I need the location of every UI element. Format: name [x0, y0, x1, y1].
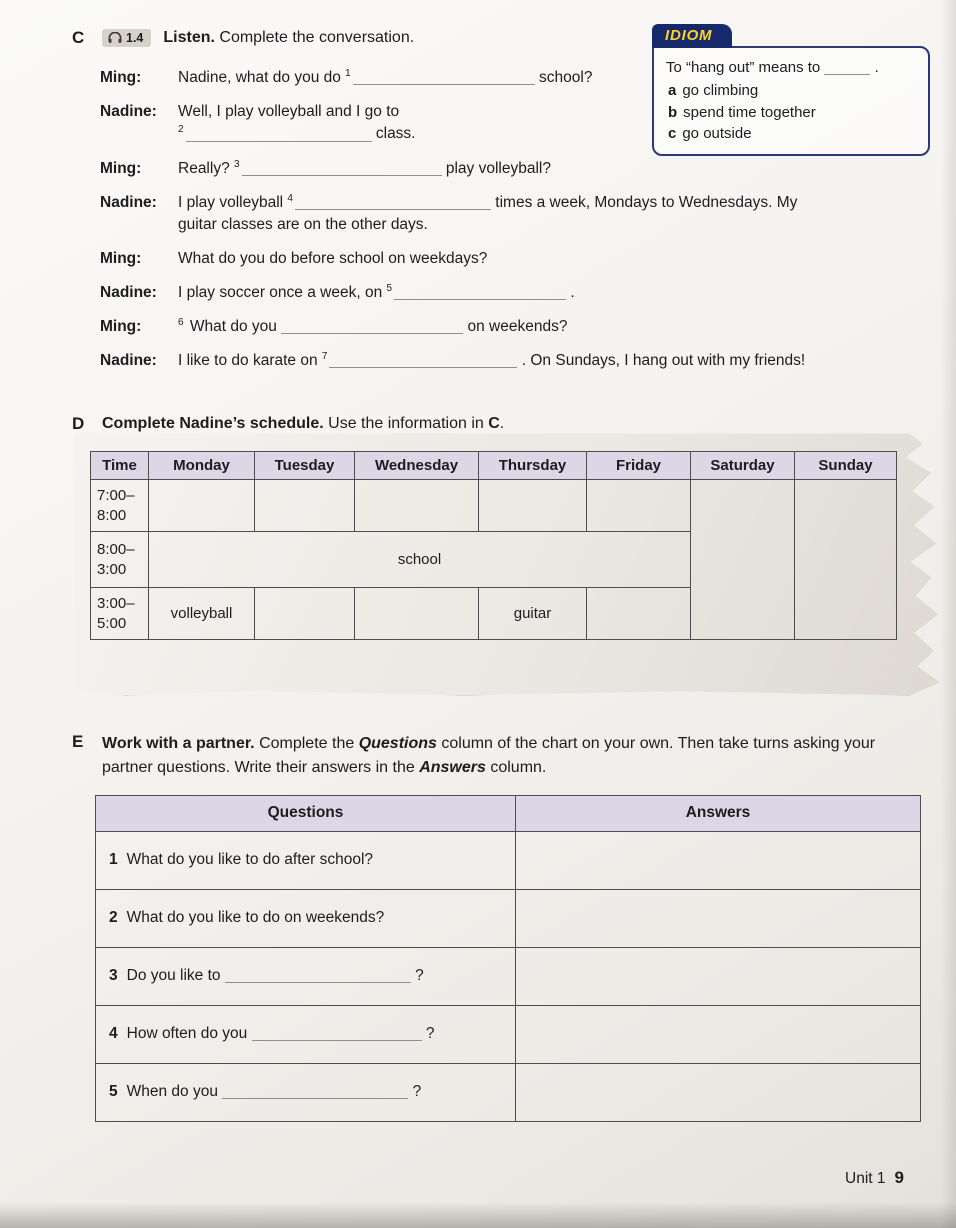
speaker-label: Ming: [100, 69, 142, 87]
conversation-line: Nadine: I play volleyball $^4$ times a week, Mondays to Wednesdays. My guitar classes are on the other days. [100, 192, 798, 233]
schedule-cell[interactable] [255, 588, 355, 640]
schedule-cell[interactable] [795, 480, 897, 640]
section-c-letter: C [72, 27, 85, 47]
answer-cell[interactable] [516, 1005, 921, 1063]
schedule-col-saturday: Saturday [691, 452, 795, 480]
schedule-cell[interactable] [479, 480, 587, 532]
section-e-title: Work with a partner. Complete the Questions column of the chart on your own. Then take turns asking your partner questions. Write their answers in the Answers column. [102, 735, 876, 776]
schedule-col-time: Time [91, 452, 149, 480]
idiom-tab-label: IDIOM [652, 24, 732, 48]
schedule-table [90, 451, 897, 640]
schedule-col-tuesday: Tuesday [255, 452, 355, 480]
question-cell: 2 What do you like to do on weekends? [96, 889, 516, 947]
section-e-letter: E [72, 732, 84, 752]
qa-col-questions: Questions [96, 795, 516, 831]
schedule-entry: volleyball [149, 588, 255, 640]
blank-number: 2 [178, 124, 184, 136]
headphones-icon [108, 32, 122, 44]
schedule-entry: guitar [479, 588, 587, 640]
audio-track-button[interactable] [102, 29, 151, 47]
idiom-option-c[interactable]: c go outside [668, 124, 752, 142]
section-d-title: Complete Nadine’s schedule. Use the information in C. [102, 415, 505, 433]
fill-in-blank[interactable] [281, 319, 463, 335]
section-e [0, 732, 956, 1121]
conversation-line: Ming: Really? $^3$ play volleyball? [100, 158, 914, 180]
schedule-cell[interactable] [355, 588, 479, 640]
speaker-label: Nadine: [100, 103, 157, 121]
answer-cell[interactable] [516, 1063, 921, 1121]
section-c [0, 0, 956, 372]
schedule-cell[interactable] [255, 480, 355, 532]
question-cell: 4 How often do you ? [96, 1005, 516, 1063]
blank-number: 3 [234, 158, 240, 170]
section-d-heading [72, 412, 928, 435]
question-row [96, 947, 921, 1005]
question-cell: 5 When do you ? [96, 1063, 516, 1121]
blank-number: 4 [287, 192, 293, 204]
questions-table [95, 795, 921, 1122]
conversation-line: Nadine: Well, I play volleyball and I go to $^2$ class. [100, 103, 416, 143]
schedule-paper [90, 451, 902, 640]
schedule-col-wednesday: Wednesday [355, 452, 479, 480]
conversation-line: Ming: Nadine, what do you do $^1$ school? [100, 67, 914, 89]
schedule-cell[interactable] [355, 480, 479, 532]
schedule-col-monday: Monday [149, 452, 255, 480]
section-c-title: Listen. Complete the conversation. [163, 29, 415, 46]
fill-in-blank[interactable] [295, 194, 491, 210]
question-cell: 1 What do you like to do after school? [96, 831, 516, 889]
blank-number: 6 [178, 316, 184, 328]
page-footer [845, 1168, 904, 1188]
question-number: 2 [109, 909, 118, 927]
question-number: 3 [109, 967, 118, 985]
schedule-entry: school [149, 532, 691, 588]
answer-cell[interactable] [516, 831, 921, 889]
fill-in-blank[interactable] [824, 60, 870, 75]
answer-cell[interactable] [516, 947, 921, 1005]
time-range: 8:00– 3:00 [91, 532, 149, 588]
blank-number: 1 [345, 68, 351, 80]
fill-in-blank[interactable] [225, 968, 411, 984]
question-number: 5 [109, 1083, 118, 1101]
idiom-options [666, 80, 918, 144]
speaker-label: Nadine: [100, 283, 157, 301]
audio-track-number: 1.4 [126, 30, 144, 45]
questions-header-row [96, 795, 921, 831]
idiom-body [652, 46, 930, 156]
time-range: 3:00– 5:00 [91, 588, 149, 640]
conversation-line: Ming: What do you do before school on weekdays? [100, 248, 914, 270]
question-number: 1 [109, 851, 118, 869]
conversation-line: Nadine: I like to do karate on $^7$ . On Sundays, I hang out with my friends! [100, 350, 914, 372]
question-row [96, 831, 921, 889]
schedule-cell[interactable] [587, 588, 691, 640]
idiom-option-b[interactable]: b spend time together [668, 103, 816, 121]
schedule-header-row [91, 452, 897, 480]
schedule-cell[interactable] [691, 480, 795, 640]
fill-in-blank[interactable] [186, 126, 372, 142]
schedule-col-friday: Friday [587, 452, 691, 480]
fill-in-blank[interactable] [222, 1084, 408, 1100]
idiom-box [652, 24, 930, 156]
speaker-label: Ming: [100, 318, 142, 336]
qa-col-answers: Answers [516, 795, 921, 831]
question-row [96, 889, 921, 947]
unit-label: Unit 1 [845, 1170, 886, 1187]
answer-cell[interactable] [516, 889, 921, 947]
time-range: 7:00– 8:00 [91, 480, 149, 532]
idiom-question: To “hang out” means to . [666, 59, 879, 76]
question-cell: 3 Do you like to ? [96, 947, 516, 1005]
fill-in-blank[interactable] [252, 1026, 422, 1042]
page-number: 9 [894, 1168, 904, 1187]
section-d [0, 412, 956, 640]
section-e-heading [72, 732, 928, 778]
speaker-label: Ming: [100, 249, 142, 267]
conversation-line: Ming: $^6$ What do you on weekends? [100, 316, 914, 338]
schedule-cell[interactable] [587, 480, 691, 532]
blank-number: 5 [386, 282, 393, 294]
option-letter: b [668, 103, 678, 121]
option-letter: a [668, 82, 677, 100]
fill-in-blank[interactable] [242, 160, 442, 176]
question-row [96, 1005, 921, 1063]
speaker-label: Nadine: [100, 352, 157, 370]
idiom-option-a[interactable]: a go climbing [668, 82, 759, 100]
fill-in-blank[interactable] [353, 70, 535, 86]
speaker-label: Nadine: [100, 193, 157, 211]
section-d-letter: D [72, 413, 85, 433]
blank-number: 7 [321, 351, 328, 363]
question-row [96, 1063, 921, 1121]
option-letter: c [668, 124, 677, 142]
schedule-col-sunday: Sunday [795, 452, 897, 480]
speaker-label: Ming: [100, 159, 142, 177]
question-number: 4 [109, 1025, 118, 1043]
fill-in-blank[interactable] [394, 284, 566, 300]
fill-in-blank[interactable] [329, 353, 517, 369]
schedule-cell[interactable] [149, 480, 255, 532]
conversation-line: Nadine: I play soccer once a week, on $^5$ . [100, 282, 914, 304]
schedule-col-thursday: Thursday [479, 452, 587, 480]
